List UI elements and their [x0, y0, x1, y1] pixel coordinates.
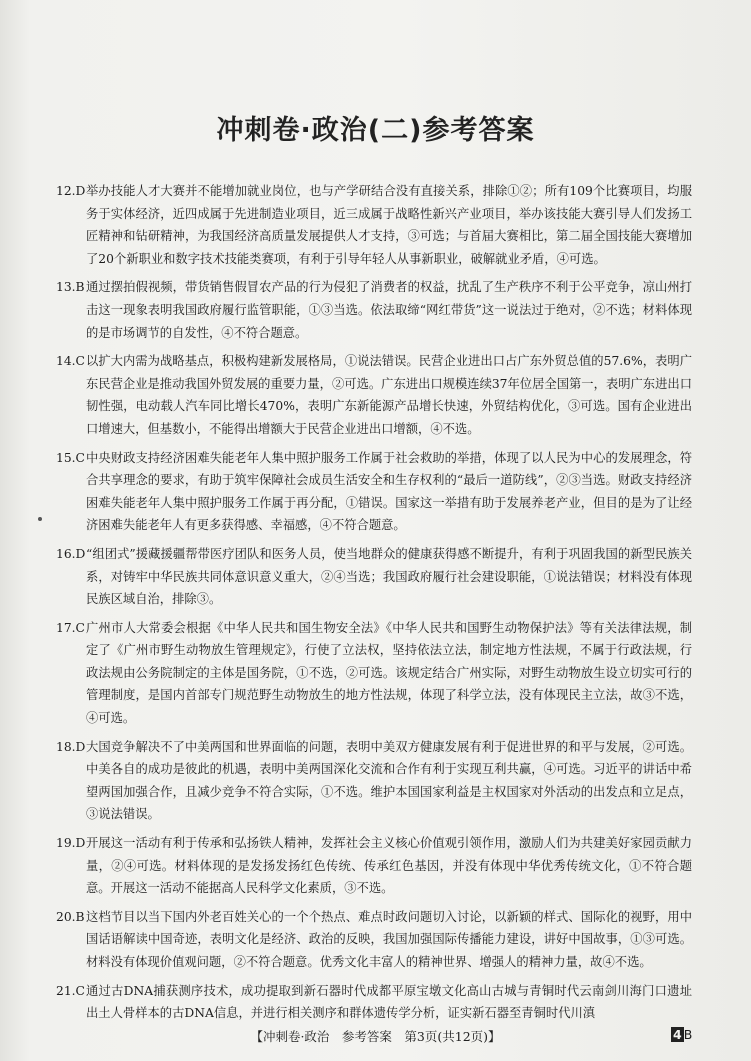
answer-text: 通过古DNA捕获测序技术，成功提取到新石器时代成都平原宝墩文化高山古城与青铜时代云南剑川海门口遗址出土人骨样本的古DNA信息，并进行相关测序和群体遗传学分析，证实新石器至青铜时代川滇 [86, 983, 692, 1021]
scan-dot [38, 517, 42, 521]
question-number: 20.B [56, 909, 85, 924]
answer-item [56, 276, 692, 344]
answer-item [56, 617, 692, 730]
answer-text: “组团式”援藏援疆帮带医疗团队和医务人员，使当地群众的健康获得感不断提升，有利于巩固我国的新型民族关系，对铸牢中华民族共同体意识意义重大，②④当选；我国政府履行社会建设职能，①说法错误；材料没有体现民族区域自治，排除③。 [86, 546, 692, 607]
answer-text: 以扩大内需为战略基点，积极构建新发展格局，①说法错误。民营企业进出口占广东外贸总值的57.6%，表明广东民营企业是推动我国外贸发展的重要力量，②可选。广东进出口规模连续37年位居全国第一，表明广东进出口韧性强，电动载人汽车同比增长470%，表明广东新能源产品增长快速，外贸结构优化，③可选。国有企业进出口增速大，但基数小，不能得出增额大于民营企业进出口增额，④不选。 [86, 354, 692, 436]
answer-text: 举办技能人才大赛并不能增加就业岗位，也与产学研结合没有直接关系，排除①②；所有109个比赛项目，均服务于实体经济，近四成属于先进制造业项目，近三成属于战略性新兴产业项目，举办该技能大赛引导人们发扬工匠精神和钻研精神，为我国经济高质量发展提供人才支持，③可选；与首届大赛相比，第二届全国技能大赛增加了20个新职业和数字技术技能类赛项，有利于引导年轻人从事新职业，破解就业矛盾，④可选。 [86, 184, 692, 266]
answer-text: 通过摆拍假视频，带货销售假冒农产品的行为侵犯了消费者的权益，扰乱了生产秩序不利于公平竞争，凉山州打击这一现象表明我国政府履行监管职能，①③当选。依法取缔“网红带货”这一说法过于绝对，②不选；材料体现的是市场调节的自发性，④不符合题意。 [86, 280, 692, 340]
question-number: 17.C [56, 620, 85, 635]
question-number: 15.C [56, 450, 85, 465]
answer-text: 广州市人大常委会根据《中华人民共和国生物安全法》《中华人民共和国野生动物保护法》等有关法律法规，制定了《广州市野生动物放生管理规定》，行使了立法权，坚持依法立法，制定地方性法规，不属于行政法规，行政法规由公务院制定的主体是国务院，①不选，②可选。该规定结合广州实际，对野生动物放生设立切实可行的管理制度，是国内首部专门规范野生动物放生的地方性法规，体现了科学立法，没有体现民主立法，故③不选，④可选。 [86, 620, 692, 726]
question-number: 16.D [56, 546, 86, 561]
answer-text: 这档节目以当下国内外老百姓关心的一个个热点、难点时政问题切入讨论，以新颖的样式、国际化的视野，用中国话语解读中国奇迹，表明文化是经济、政治的反映，我国加强国际传播能力建设，讲好中国故事，①③可选。材料没有体现价值观问题，②不符合题意。优秀文化丰富人的精神世界、增强人的精神力量，故④不选。 [86, 909, 692, 969]
paper-code-letter: B [683, 1027, 693, 1042]
answer-text: 大国竞争解决不了中美两国和世界面临的问题，表明中美双方健康发展有利于促进世界的和平与发展，②可选。中美各自的成功是彼此的机遇，表明中美两国深化交流和合作有利于实现互利共赢，④可选。习近平的讲话中希望两国加强合作，且减少竞争不符合实际，①不选。维护本国国家利益是主权国家对外活动的出发点和立足点，③说法错误。 [86, 739, 692, 822]
answer-item [56, 543, 692, 611]
question-number: 21.C [56, 983, 85, 998]
question-number: 18.D [56, 739, 86, 754]
question-number: 19.D [56, 836, 86, 851]
question-number: 14.C [56, 354, 85, 369]
paper-code [671, 1027, 692, 1042]
answer-text: 开展这一活动有利于传承和弘扬铁人精神，发挥社会主义核心价值观引领作用，激励人们为共建美好家园贡献力量，②④可选。材料体现的是发扬发扬红色传统、传承红色基因，并没有体现中华优秀传统文化，①不符合题意。开展这一活动不能据高人民科学文化素质，③不选。 [86, 836, 692, 896]
answer-item [56, 447, 692, 537]
answer-item [56, 180, 692, 270]
answer-item [56, 736, 692, 826]
question-number: 13.B [56, 280, 85, 295]
answer-item [56, 350, 692, 440]
answer-item [56, 980, 692, 1025]
answer-item [56, 906, 692, 974]
page-title: 冲刺卷·政治(二)参考答案 [216, 115, 535, 146]
answer-text: 中央财政支持经济困难失能老年人集中照护服务工作属于社会救助的举措，体现了以人民为中心的发展理念，符合共享理念的要求，有助于筑牢保障社会成员生活安全和生存权利的“最后一道防线”，②③当选。财政支持经济困难失能老年人集中照护服务工作属于再分配，①错误。国家这一举措有助于发展养老产业，但目的是为了让经济困难失能老年人有更多获得感、幸福感，④不符合题意。 [86, 450, 692, 533]
answer-item [56, 832, 692, 900]
answer-list [56, 180, 692, 1031]
page-footer: 【冲刺卷·政治 参考答案 第3页(共12页)】 [250, 1029, 501, 1044]
question-number: 12.D [56, 184, 86, 198]
paper-code-box: 4 [673, 1027, 682, 1042]
